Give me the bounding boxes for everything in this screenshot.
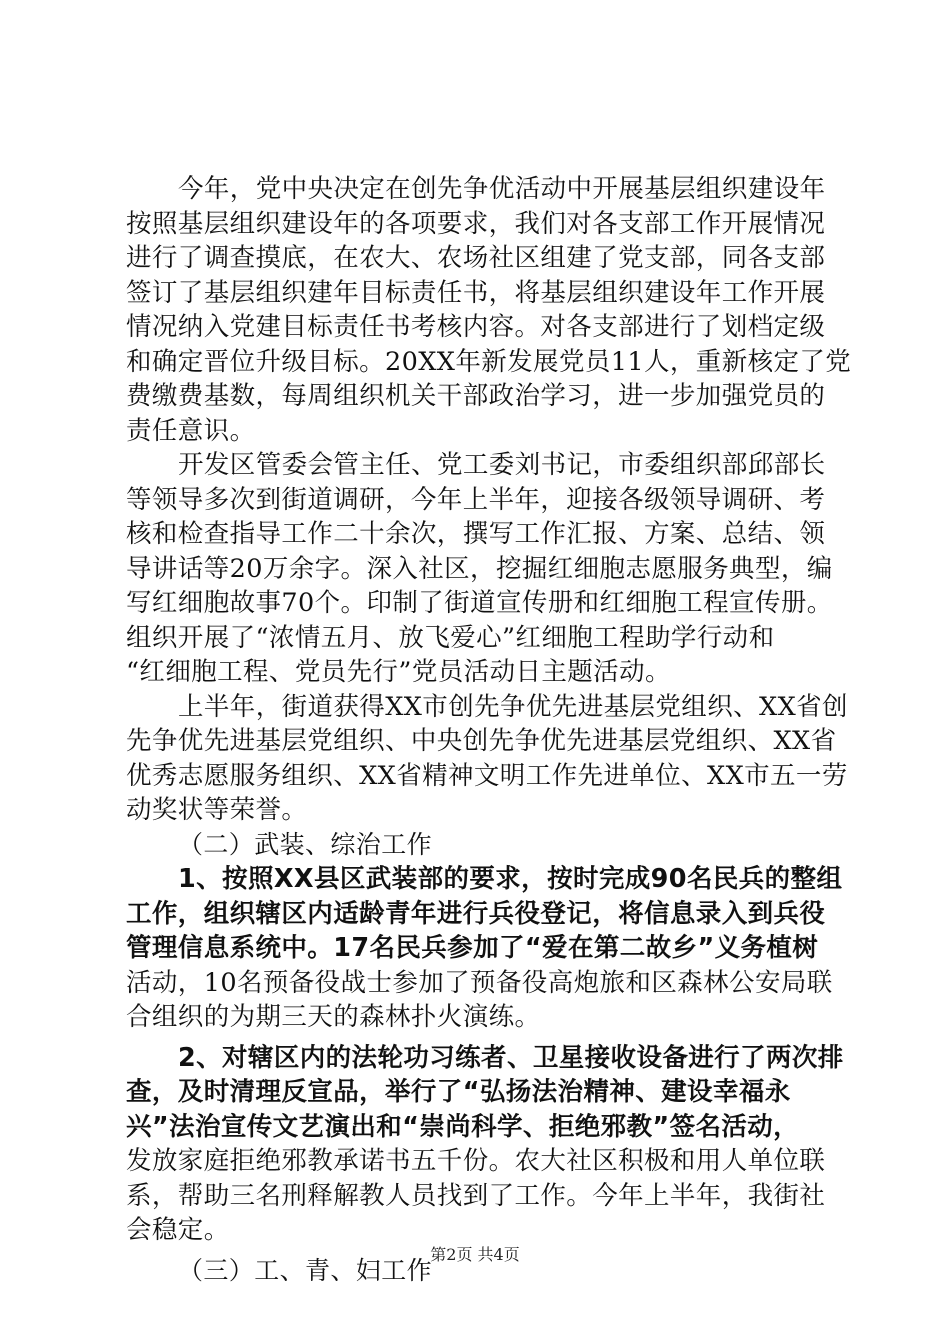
text-line: 和确定晋位升级目标。20XX年新发展党员11人，重新核定了党 — [126, 346, 852, 377]
text-line: 发放家庭拒绝邪教承诺书五千份。农大社区积极和用人单位联 — [126, 1146, 826, 1176]
text-line: 查，及时清理反宣品，举行了“弘扬法治精神、建设幸福永 — [126, 1077, 791, 1107]
text-line: 上半年，街道获得XX市创先争优先进基层党组织、XX省创 — [178, 691, 848, 722]
paragraph-leadership-visits — [126, 448, 832, 690]
paragraph-militia — [126, 862, 843, 1035]
text-line: 管理信息系统中。17名民兵参加了“爱在第二故乡”义务植树 — [126, 933, 819, 963]
text-line: 核和检查指导工作二十余次，撰写工作汇报、方案、总结、领 — [126, 519, 826, 549]
text-line: 情况纳入党建目标责任书考核内容。对各支部进行了划档定级 — [126, 312, 826, 342]
text-line: 进行了调查摸底，在农大、农场社区组建了党支部，同各支部 — [126, 243, 826, 273]
page-footer: 第2页 共4页 — [430, 1245, 520, 1264]
text-line: 1、按照XX县区武装部的要求，按时完成90名民兵的整组 — [178, 864, 843, 894]
text-line: 今年，党中央决定在创先争优活动中开展基层组织建设年 — [178, 174, 826, 204]
text-line: 开发区管委会管主任、党工委刘书记，市委组织部邱部长 — [178, 450, 826, 480]
text-line: 等领导多次到街道调研，今年上半年，迎接各级领导调研、考 — [126, 484, 826, 515]
text-line: 签订了基层组织建年目标责任书，将基层组织建设年工作开展 — [126, 277, 826, 308]
text-line: 工作，组织辖区内适龄青年进行兵役登记，将信息录入到兵役 — [126, 898, 826, 929]
paragraph-honors — [126, 690, 848, 828]
text-line: 费缴费基数，每周组织机关干部政治学习，进一步加强党员的 — [126, 381, 826, 411]
text-line: 优秀志愿服务组织、XX省精神文明工作先进单位、XX市五一劳 — [126, 760, 848, 791]
document-body — [126, 172, 852, 1288]
text-line: 责任意识。 — [126, 415, 256, 446]
text-line: 导讲话等20万余字。深入社区，挖掘红细胞志愿服务典型，编 — [126, 553, 833, 584]
paragraph-public-security — [126, 1041, 844, 1248]
text-line: 写红细胞故事70个。印制了街道宣传册和红细胞工程宣传册。 — [126, 588, 833, 618]
section-heading-armed-forces: （二）武装、综治工作 — [178, 829, 433, 859]
text-line: 会稳定。 — [126, 1215, 230, 1245]
text-line: 先争优先进基层党组织、中央创先争优先进基层党组织、XX省 — [126, 726, 837, 756]
text-line: 活动，10名预备役战士参加了预备役高炮旅和区森林公安局联 — [126, 967, 833, 998]
text-line: 动奖状等荣誉。 — [126, 795, 308, 825]
text-line: 按照基层组织建设年的各项要求，我们对各支部工作开展情况 — [126, 208, 826, 239]
paragraph-party-building — [126, 172, 852, 448]
text-line: 合组织的为期三天的森林扑火演练。 — [126, 1002, 541, 1032]
text-line: “红细胞工程、党员先行”党员活动日主题活动。 — [126, 657, 671, 687]
text-line: 兴”法治宣传文艺演出和“崇尚科学、拒绝邪教”签名活动， — [126, 1111, 800, 1142]
text-line: 2、对辖区内的法轮功习练者、卫星接收设备进行了两次排 — [178, 1042, 844, 1073]
text-line: 组织开展了“浓情五月、放飞爱心”红细胞工程助学行动和 — [126, 622, 775, 653]
text-line: 系，帮助三名刑释解教人员找到了工作。今年上半年，我街社 — [126, 1180, 826, 1211]
section-heading-workers-youth-women: （三）工、青、妇工作 — [178, 1255, 433, 1285]
